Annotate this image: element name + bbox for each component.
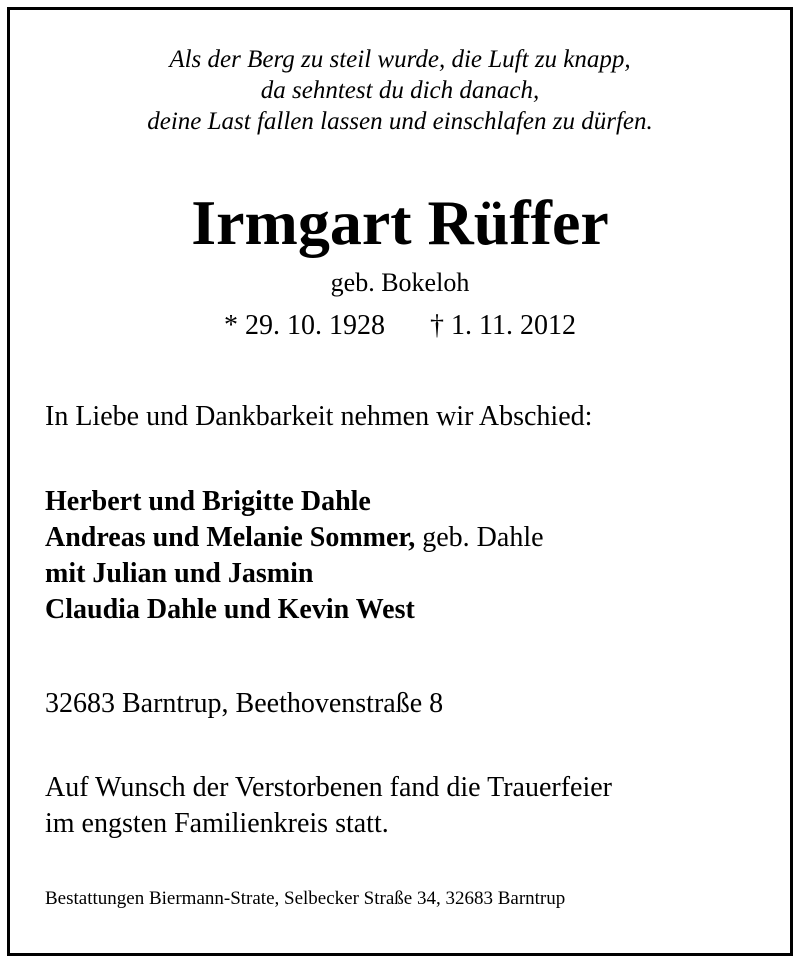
mourner-suffix: geb. Dahle — [415, 522, 544, 553]
mourner-line — [45, 520, 544, 556]
mourners-list — [45, 484, 544, 628]
deceased-name: Irmgart Rüffer — [191, 187, 609, 258]
funeral-note — [45, 770, 612, 842]
mourner-line — [45, 484, 544, 520]
death-date: † 1. 11. 2012 — [430, 310, 576, 341]
mourner-name: Herbert und Brigitte Dahle — [45, 486, 371, 517]
poem-line: da sehntest du dich danach, — [260, 77, 540, 104]
mourner-name: Claudia Dahle und Kevin West — [45, 594, 415, 625]
note-line: Auf Wunsch der Verstorbenen fand die Trauerfeier — [45, 772, 612, 803]
mourner-name: Andreas und Melanie Sommer, — [45, 522, 416, 553]
family-address: 32683 Barntrup, Beethovenstraße 8 — [45, 688, 444, 719]
poem — [0, 44, 800, 137]
maiden-name: geb. Bokeloh — [330, 268, 470, 297]
mourner-name: mit Julian und Jasmin — [45, 558, 314, 589]
poem-line: deine Last fallen lassen und einschlafen zu dürfen. — [147, 108, 653, 135]
funeral-home: Bestattungen Biermann-Strate, Selbecker Straße 34, 32683 Barntrup — [45, 888, 566, 909]
mourner-line — [45, 592, 544, 628]
note-line: im engsten Familienkreis statt. — [45, 808, 389, 839]
birth-date: * 29. 10. 1928 — [224, 310, 386, 341]
farewell-text: In Liebe und Dankbarkeit nehmen wir Abschied: — [45, 401, 593, 432]
mourner-line — [45, 556, 544, 592]
life-dates — [0, 308, 800, 344]
poem-line: Als der Berg zu steil wurde, die Luft zu knapp, — [169, 46, 631, 73]
